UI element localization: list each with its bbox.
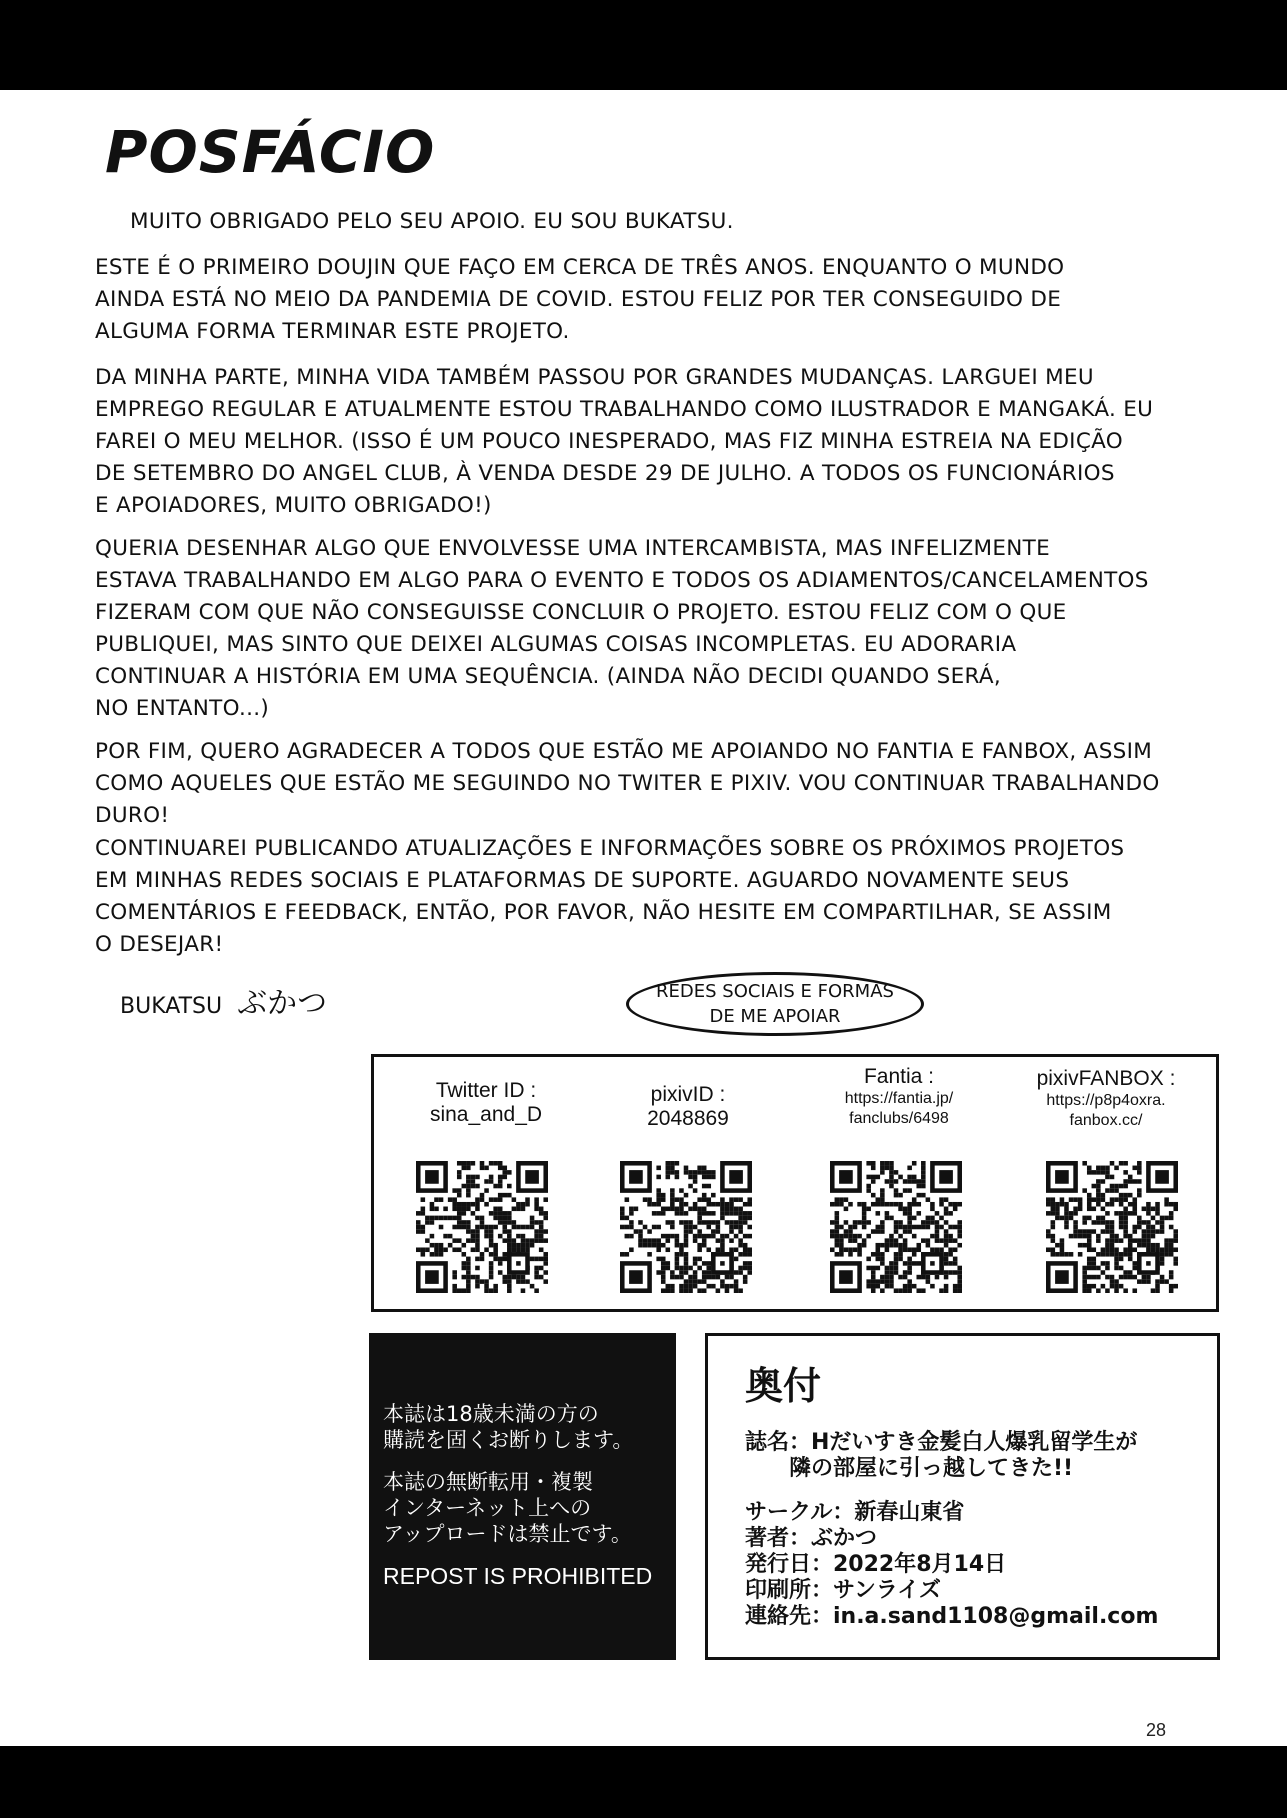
colophon-heading: 奥付	[745, 1364, 822, 1408]
paragraph-2	[95, 252, 1185, 348]
paragraph-line: MUITO OBRIGADO PELO SEU APOIO. EU SOU BUKATSU.	[130, 209, 734, 234]
paragraph-line: EM MINHAS REDES SOCIAIS E PLATAFORMAS DE SUPORTE. AGUARDO NOVAMENTE SEUS	[95, 868, 1070, 893]
paragraph-line: COMO AQUELES QUE ESTÃO ME SEGUINDO NO TWITER E PIXIV. VOU CONTINUAR TRABALHANDO	[95, 771, 1160, 796]
paragraph-line: CONTINUAR A HISTÓRIA EM UMA SEQUÊNCIA. (AINDA NÃO DECIDI QUANDO SERÁ,	[95, 664, 1002, 689]
paragraph-4	[95, 533, 1185, 725]
paragraph-1	[130, 206, 1220, 238]
qr-code-icon	[416, 1161, 548, 1293]
paragraph-line: DA MINHA PARTE, MINHA VIDA TAMBÉM PASSOU POR GRANDES MUDANÇAS. LARGUEI MEU	[95, 365, 1094, 390]
signature	[120, 978, 327, 1022]
social-link-value: https://p8p4oxra.	[1046, 1092, 1166, 1109]
social-heading-line: REDES SOCIAIS E FORMAS	[656, 981, 894, 1002]
notice-line: インターネット上への	[383, 1496, 592, 1520]
colophon-circle: サークル：新春山東省	[745, 1500, 965, 1525]
social-heading-line: DE ME APOIAR	[709, 1006, 841, 1027]
paragraph-line: CONTINUAREI PUBLICANDO ATUALIZAÇÕES E INFORMAÇÕES SOBRE OS PRÓXIMOS PROJETOS	[95, 836, 1125, 861]
paragraph-line: AINDA ESTÁ NO MEIO DA PANDEMIA DE COVID. ESTOU FELIZ POR TER CONSEGUIDO DE	[95, 287, 1062, 312]
paragraph-line: DURO!	[95, 803, 170, 828]
social-link-value: 2048869	[647, 1107, 729, 1130]
colophon-printer: 印刷所：サンライズ	[745, 1578, 942, 1603]
paragraph-line: COMENTÁRIOS E FEEDBACK, ENTÃO, POR FAVOR, NÃO HESITE EM COMPARTILHAR, SE ASSIM	[95, 900, 1112, 925]
paragraph-line: FIZERAM COM QUE NÃO CONSEGUISSE CONCLUIR O PROJETO. ESTOU FELIZ COM O QUE	[95, 600, 1067, 625]
paragraph-5	[95, 736, 1185, 832]
notice-line: 本誌の無断転用・複製	[383, 1470, 593, 1494]
social-link-twitter	[386, 1079, 586, 1127]
page-title: POSFÁCIO	[105, 118, 436, 186]
qr-code-icon	[620, 1161, 752, 1293]
colophon-author: 著者：ぶかつ	[745, 1526, 878, 1551]
paragraph-line: QUERIA DESENHAR ALGO QUE ENVOLVESSE UMA INTERCAMBISTA, MAS INFELIZMENTE	[95, 536, 1050, 561]
signature-name: BUKATSU	[120, 994, 223, 1019]
social-link-label: pixivID :	[650, 1083, 726, 1106]
paragraph-line: ALGUMA FORMA TERMINAR ESTE PROJETO.	[95, 319, 570, 344]
bottom-border-bar	[0, 1746, 1287, 1818]
social-link-value: https://fantia.jp/	[844, 1090, 954, 1107]
social-link-label: Fantia :	[863, 1065, 935, 1088]
paragraph-line: E APOIADORES, MUITO OBRIGADO!)	[95, 493, 492, 518]
social-heading-oval	[626, 972, 924, 1036]
notice-repost: REPOST IS PROHIBITED	[383, 1563, 653, 1589]
page-number: 28	[1146, 1720, 1167, 1740]
social-link-label: Twitter ID :	[435, 1079, 537, 1102]
colophon-title: 誌名：Hだいすき金髪白人爆乳留学生が	[745, 1430, 1138, 1455]
colophon-published: 発行日：2022年8月14日	[745, 1552, 1007, 1577]
top-border-bar	[0, 0, 1287, 90]
paragraph-line: POR FIM, QUERO AGRADECER A TODOS QUE ESTÃO ME APOIANDO NO FANTIA E FANBOX, ASSIM	[95, 739, 1153, 764]
paragraph-3	[95, 362, 1185, 522]
qr-code-icon	[830, 1161, 962, 1293]
social-links-panel	[371, 1054, 1219, 1312]
paragraph-line: O DESEJAR!	[95, 932, 224, 957]
social-link-pixiv	[588, 1083, 788, 1131]
social-link-value: fanbox.cc/	[1069, 1112, 1143, 1129]
paragraph-line: ESTE É O PRIMEIRO DOUJIN QUE FAÇO EM CERCA DE TRÊS ANOS. ENQUANTO O MUNDO	[95, 255, 1065, 280]
social-link-fantia	[799, 1065, 999, 1129]
colophon-contact: 連絡先：in.a.sand1108@gmail.com	[745, 1604, 1159, 1629]
paragraph-line: DE SETEMBRO DO ANGEL CLUB, À VENDA DESDE 29 DE JULHO. A TODOS OS FUNCIONÁRIOS	[95, 461, 1115, 486]
colophon-panel	[705, 1333, 1220, 1660]
notice-line: 本誌は18歳未満の方の	[383, 1402, 599, 1426]
social-link-value: sina_and_D	[429, 1103, 543, 1126]
paragraph-line: EMPREGO REGULAR E ATUALMENTE ESTOU TRABALHANDO COMO ILUSTRADOR E MANGAKÁ. EU	[95, 397, 1154, 422]
paragraph-line: NO ENTANTO...)	[95, 696, 270, 721]
paragraph-line: FAREI O MEU MELHOR. (ISSO É UM POUCO INESPERADO, MAS FIZ MINHA ESTREIA NA EDIÇÃO	[95, 429, 1123, 454]
notice-line: アップロードは禁止です。	[383, 1522, 632, 1546]
colophon-title-cont: 隣の部屋に引っ越してきた!!	[789, 1456, 1074, 1481]
notice-no-reproduction	[383, 1469, 668, 1547]
notice-line: 購読を固くお断りします。	[383, 1428, 634, 1452]
notice-age-restriction	[383, 1401, 668, 1453]
social-link-label: pixivFANBOX :	[1036, 1067, 1176, 1090]
qr-code-icon	[1046, 1161, 1178, 1293]
social-link-fanbox	[1006, 1067, 1206, 1131]
signature-kana: ぶかつ	[237, 986, 328, 1021]
social-link-value: fanclubs/6498	[849, 1110, 949, 1127]
paragraph-line: ESTAVA TRABALHANDO EM ALGO PARA O EVENTO E TODOS OS ADIAMENTOS/CANCELAMENTOS	[95, 568, 1149, 593]
paragraph-6	[95, 833, 1185, 961]
age-restriction-notice	[369, 1333, 676, 1660]
paragraph-line: PUBLIQUEI, MAS SINTO QUE DEIXEI ALGUMAS COISAS INCOMPLETAS. EU ADORARIA	[95, 632, 1017, 657]
